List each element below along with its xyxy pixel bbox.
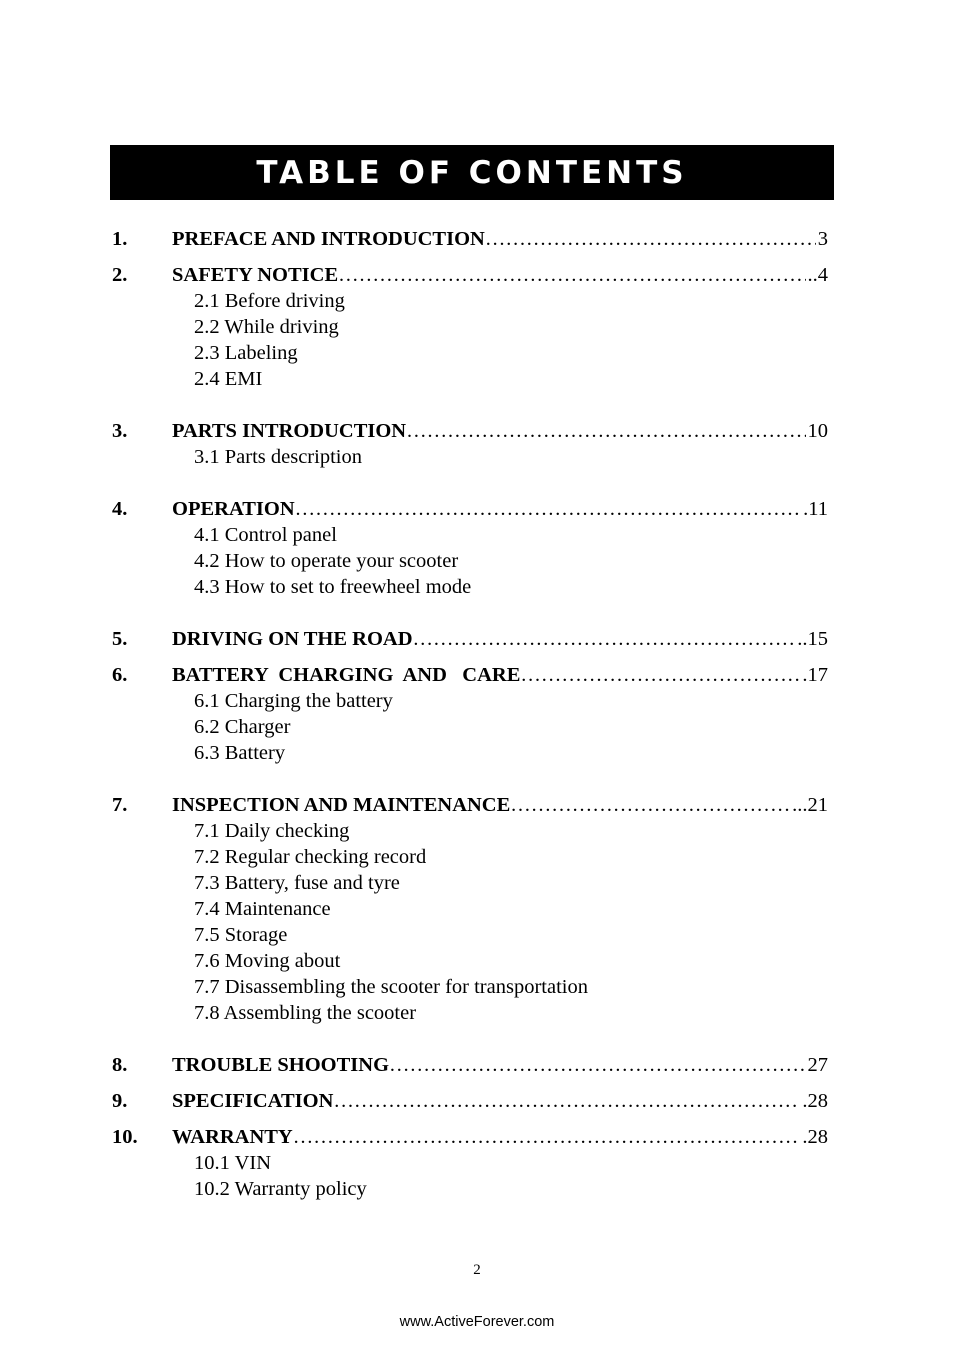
toc-subentry[interactable]: 6.1 Charging the battery (194, 690, 393, 712)
entry-title: DRIVING ON THE ROAD (172, 628, 413, 650)
toc-subentry[interactable]: 4.2 How to operate your scooter (194, 550, 459, 572)
toc-entry-10[interactable] (112, 1124, 828, 1202)
toc-subentry[interactable]: 4.1 Control panel (194, 524, 337, 546)
entry-number: 2. (112, 264, 128, 286)
toc-heading-banner (110, 145, 834, 200)
entry-page: ...21 (792, 794, 828, 816)
footer-url[interactable]: www.ActiveForever.com (399, 1314, 555, 1330)
toc-entry-8[interactable] (112, 1052, 828, 1078)
entry-page: 3 (817, 228, 828, 250)
entry-page: .28 (802, 1126, 828, 1148)
toc-subentry[interactable]: 2.3 Labeling (194, 342, 298, 364)
toc-entry-2[interactable] (112, 262, 828, 392)
toc-subentry[interactable]: 7.8 Assembling the scooter (194, 1002, 417, 1024)
toc-subentry[interactable]: 6.2 Charger (194, 716, 291, 738)
toc-subentry[interactable]: 7.2 Regular checking record (194, 846, 427, 868)
entry-page: .28 (802, 1090, 828, 1112)
leader-dots (295, 496, 801, 522)
entry-page: ..15 (797, 628, 828, 650)
toc-subentry[interactable]: 7.6 Moving about (194, 950, 341, 972)
entry-number: 7. (112, 794, 128, 816)
entry-number: 4. (112, 498, 128, 520)
entry-title: OPERATION (172, 498, 295, 520)
toc-entry-9[interactable] (112, 1088, 828, 1114)
entry-page: .17 (802, 664, 828, 686)
entry-number: 6. (112, 664, 128, 686)
entry-title: TROUBLE SHOOTING (172, 1054, 390, 1076)
leader-dots (406, 418, 805, 444)
table-of-contents (112, 226, 828, 1202)
entry-page: .11 (803, 498, 828, 520)
entry-number: 1. (112, 228, 128, 250)
entry-title: WARRANTY (172, 1126, 293, 1148)
entry-number: 5. (112, 628, 128, 650)
leader-dots (389, 1052, 805, 1078)
toc-entry-7[interactable] (112, 792, 828, 1026)
toc-subentry[interactable]: 2.1 Before driving (194, 290, 345, 312)
toc-entry-3[interactable] (112, 418, 828, 470)
toc-subentry[interactable]: 4.3 How to set to freewheel mode (194, 576, 472, 598)
toc-entry-1[interactable] (112, 226, 828, 252)
page-number: 2 (473, 1262, 481, 1278)
leader-dots (293, 1124, 801, 1150)
entry-title: PARTS INTRODUCTION (172, 420, 407, 442)
entry-title: BATTERY CHARGING AND CARE (172, 664, 521, 686)
toc-heading: TABLE OF CONTENTS (256, 154, 688, 191)
entry-number: 8. (112, 1054, 128, 1076)
entry-number: 9. (112, 1090, 128, 1112)
leader-dots (520, 662, 800, 688)
leader-dots (510, 792, 790, 818)
toc-subentry[interactable]: 7.1 Daily checking (194, 820, 350, 842)
toc-subentry[interactable]: 10.2 Warranty policy (194, 1178, 367, 1200)
toc-subentry[interactable]: 6.3 Battery (194, 742, 286, 764)
toc-subentry[interactable]: 7.4 Maintenance (194, 898, 331, 920)
toc-entry-6[interactable] (112, 662, 828, 766)
toc-subentry[interactable]: 10.1 VIN (194, 1152, 272, 1174)
toc-entry-4[interactable] (112, 496, 828, 600)
entry-title: INSPECTION AND MAINTENANCE (172, 794, 511, 816)
entry-number: 3. (112, 420, 128, 442)
leader-dots (413, 626, 796, 652)
entry-number: 10. (112, 1126, 138, 1148)
leader-dots (333, 1088, 800, 1114)
leader-dots (338, 262, 805, 288)
toc-subentry[interactable]: 7.7 Disassembling the scooter for transportation (194, 976, 588, 998)
entry-page: ..4 (807, 264, 828, 286)
entry-page: 27 (807, 1054, 828, 1076)
entry-title: SPECIFICATION (172, 1090, 334, 1112)
toc-subentry[interactable]: 2.4 EMI (194, 368, 263, 390)
toc-subentry[interactable]: 3.1 Parts description (194, 446, 362, 468)
toc-subentry[interactable]: 2.2 While driving (194, 316, 339, 338)
entry-page: 10 (807, 420, 828, 442)
toc-entry-5[interactable] (112, 626, 828, 652)
toc-subentry[interactable]: 7.5 Storage (194, 924, 288, 946)
entry-title: PREFACE AND INTRODUCTION (172, 228, 485, 250)
leader-dots (485, 226, 816, 252)
toc-subentry[interactable]: 7.3 Battery, fuse and tyre (194, 872, 400, 894)
entry-title: SAFETY NOTICE (172, 264, 339, 286)
